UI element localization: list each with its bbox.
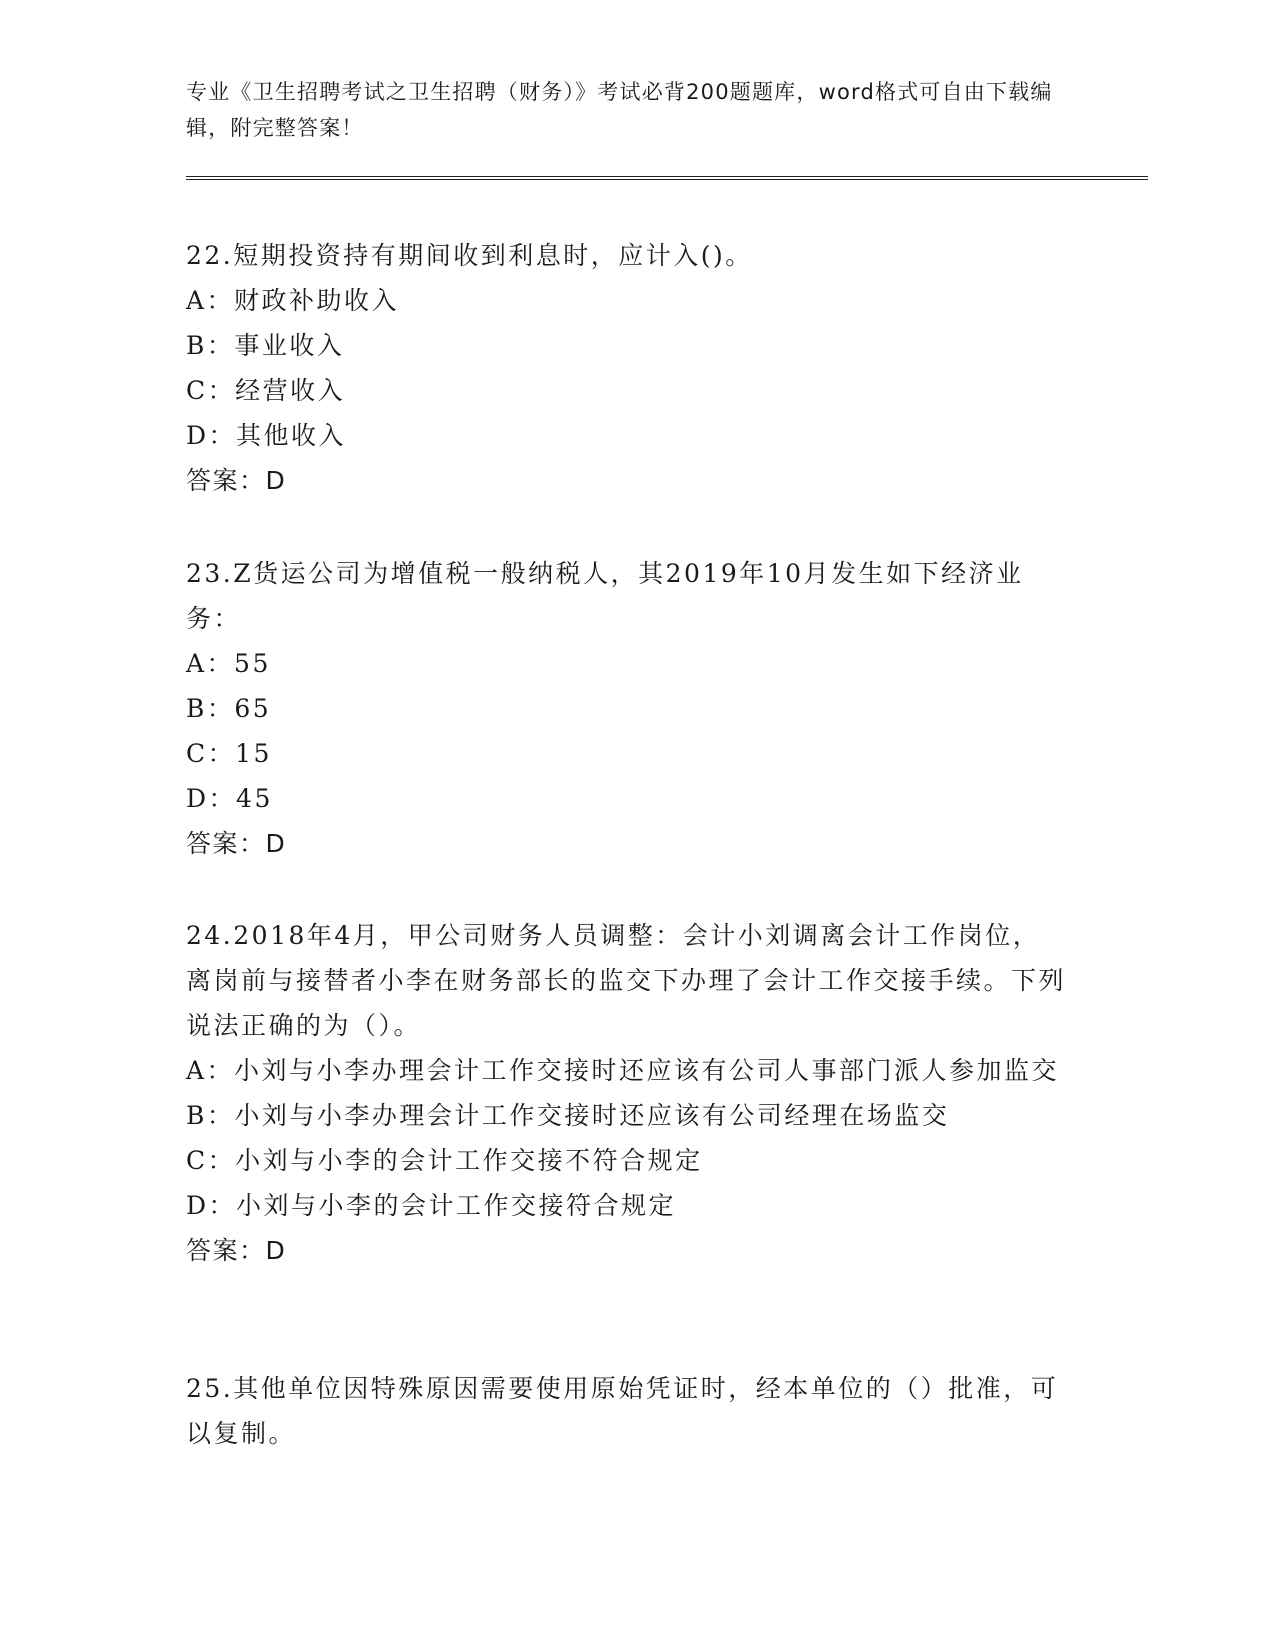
answer: 答案：D <box>186 1236 287 1265</box>
question-24 <box>186 913 1066 1273</box>
answer: 答案：D <box>186 829 287 858</box>
option-a: A：55 <box>186 649 271 678</box>
option-a: A：小刘与小李办理会计工作交接时还应该有公司人事部门派人参加监交 <box>186 1056 1060 1085</box>
option-b: B：事业收入 <box>186 331 345 360</box>
question-25 <box>186 1366 1066 1456</box>
option-b: B：小刘与小李办理会计工作交接时还应该有公司经理在场监交 <box>186 1101 950 1130</box>
question-22 <box>186 233 1066 503</box>
question-stem: 22.短期投资持有期间收到利息时，应计入()。 <box>186 241 753 270</box>
option-c: C：经营收入 <box>186 376 346 405</box>
question-stem: 23.Z货运公司为增值税一般纳税人，其2019年10月发生如下经济业务： <box>186 559 1024 633</box>
option-d: D：小刘与小李的会计工作交接符合规定 <box>186 1191 677 1220</box>
document-header: 专业《卫生招聘考试之卫生招聘（财务）》考试必背200题题库，word格式可自由下载编辑，附完整答案！ <box>186 80 1053 140</box>
question-23 <box>186 551 1066 866</box>
option-d: D：其他收入 <box>186 421 347 450</box>
header-divider <box>186 176 1148 180</box>
option-c: C：小刘与小李的会计工作交接不符合规定 <box>186 1146 703 1175</box>
answer: 答案：D <box>186 466 287 495</box>
option-a: A：财政补助收入 <box>186 286 400 315</box>
option-c: C：15 <box>186 739 272 768</box>
question-stem: 24.2018年4月，甲公司财务人员调整：会计小刘调离会计工作岗位，离岗前与接替者小李在财务部长的监交下办理了会计工作交接手续。下列说法正确的为（）。 <box>186 921 1067 1040</box>
option-d: D：45 <box>186 784 273 813</box>
option-b: B：65 <box>186 694 272 723</box>
question-stem: 25.其他单位因特殊原因需要使用原始凭证时，经本单位的（）批准，可以复制。 <box>186 1374 1059 1448</box>
